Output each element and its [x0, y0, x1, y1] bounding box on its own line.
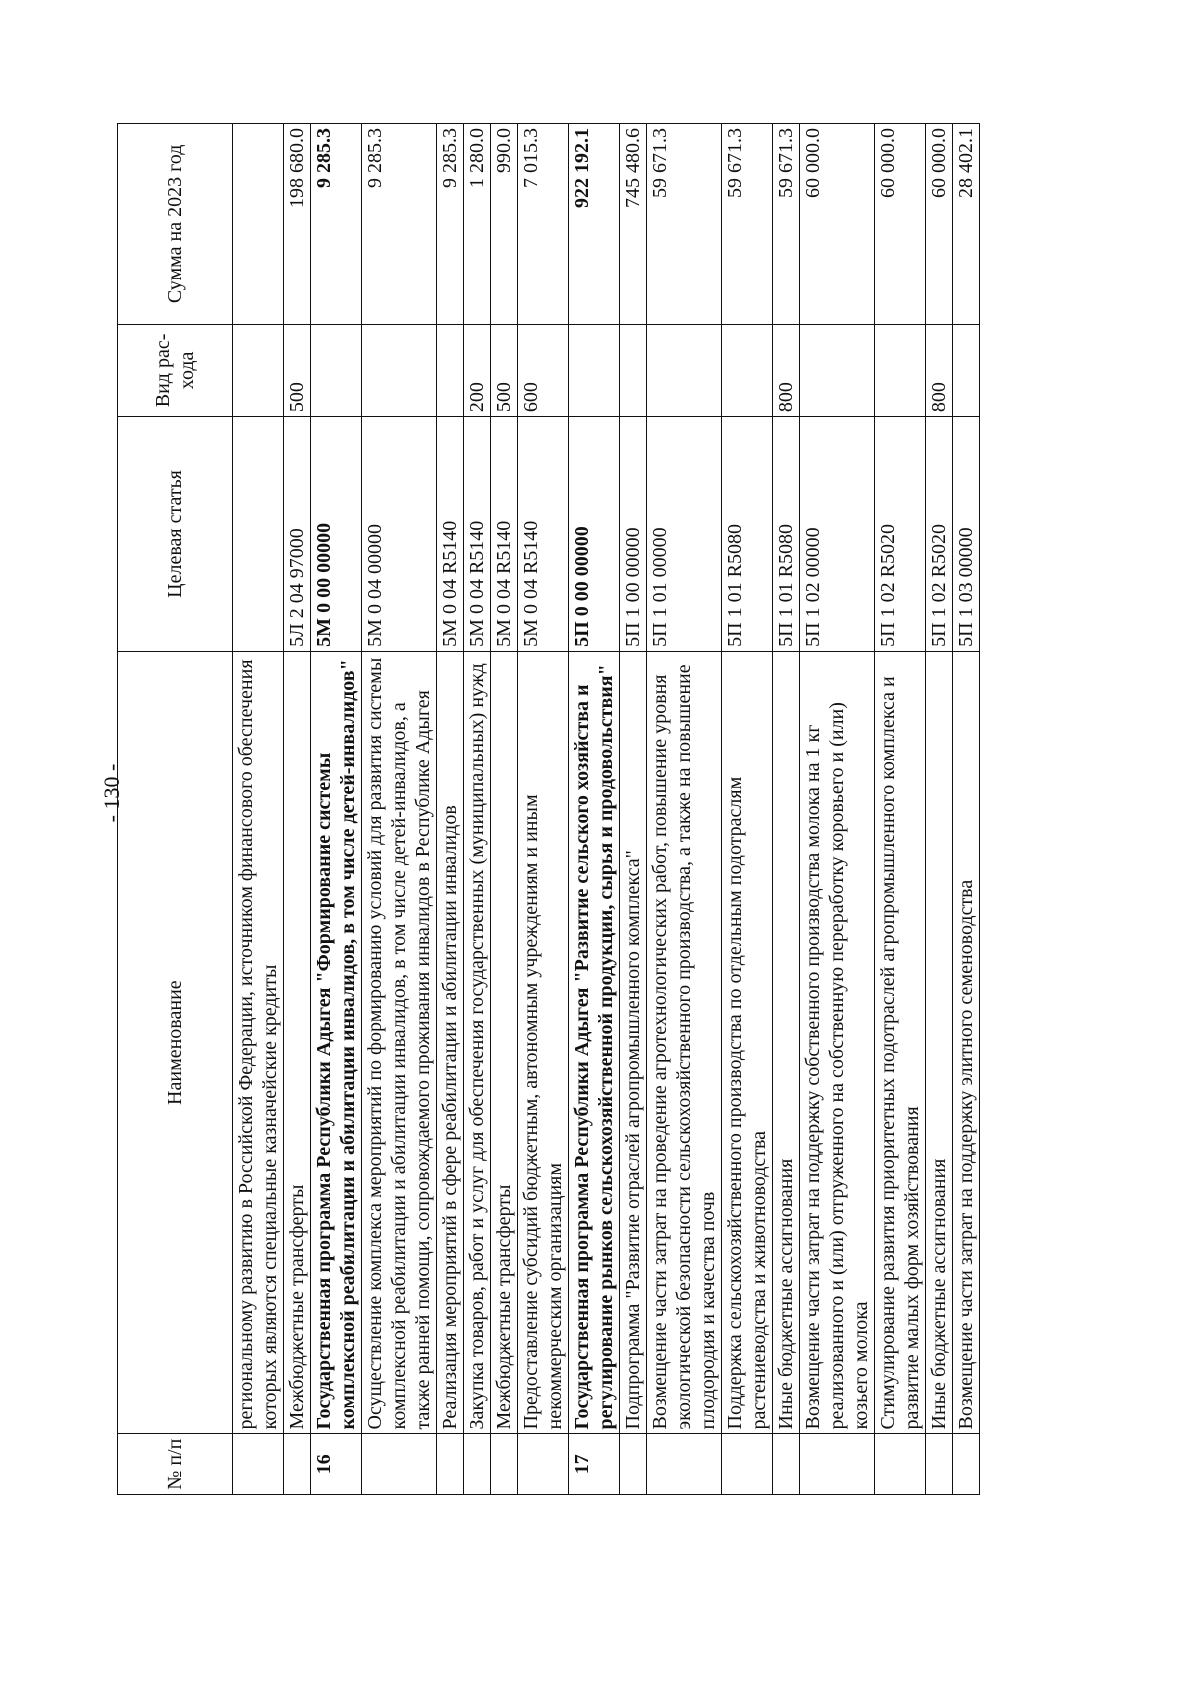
row-name: Государственная программа Республики Адыгея "Развитие сельского хозяйства и регулирование рынков сельскохозяйственной продукции, сырья и продовольствия": [569, 651, 620, 1434]
header-name: Наименование: [118, 651, 233, 1434]
row-vid: [362, 324, 437, 416]
header-sum: Сумма на 2023 год: [118, 124, 233, 325]
row-code: 5П 1 01 00000: [647, 417, 722, 652]
table-row: [437, 124, 464, 1495]
row-num: 17: [569, 1434, 620, 1495]
row-vid: [311, 324, 362, 416]
row-code: 5П 1 03 00000: [953, 417, 980, 652]
header-vid: Вид рас-хода: [118, 324, 233, 416]
row-name: Межбюджетные трансферты: [284, 651, 311, 1434]
table-row: [464, 124, 491, 1495]
row-code: 5М 0 04 R5140: [491, 417, 518, 652]
rotated-table-container: [117, 123, 1077, 1495]
row-vid: [569, 324, 620, 416]
row-name: Предоставление субсидий бюджетным, автономным учреждениям и иным некоммерческим организациям: [518, 651, 569, 1434]
row-vid: [647, 324, 722, 416]
row-name: Подпрограмма "Развитие отраслей агропромышленного комплекса": [620, 651, 647, 1434]
row-sum: 60 000.0: [800, 124, 875, 325]
row-vid: [233, 324, 284, 416]
row-sum: 28 402.1: [953, 124, 980, 325]
row-vid: 200: [464, 324, 491, 416]
table-body: [233, 124, 980, 1495]
row-name: Закупка товаров, работ и услуг для обеспечения государственных (муниципальных) нужд: [464, 651, 491, 1434]
row-name: Возмещение части затрат на поддержку элитного семеноводства: [953, 651, 980, 1434]
row-num: [491, 1434, 518, 1495]
table-header-row: [118, 124, 233, 1495]
row-code: [233, 417, 284, 652]
row-sum: 9 285.3: [437, 124, 464, 325]
row-vid: [437, 324, 464, 416]
row-sum: 7 015.3: [518, 124, 569, 325]
table-row: [773, 124, 800, 1495]
row-sum: 745 480.6: [620, 124, 647, 325]
budget-table: [117, 123, 980, 1495]
row-sum: 198 680.0: [284, 124, 311, 325]
row-vid: 600: [518, 324, 569, 416]
table-row: [311, 124, 362, 1495]
table-row: [569, 124, 620, 1495]
row-num: [464, 1434, 491, 1495]
row-vid: [875, 324, 926, 416]
table-row: [647, 124, 722, 1495]
table-row: [491, 124, 518, 1495]
row-sum: 9 285.3: [311, 124, 362, 325]
row-vid: 800: [926, 324, 953, 416]
row-num: [233, 1434, 284, 1495]
row-num: [620, 1434, 647, 1495]
row-num: [362, 1434, 437, 1495]
row-code: 5П 1 02 R5020: [875, 417, 926, 652]
row-sum: 59 671.3: [773, 124, 800, 325]
row-name: Стимулирование развития приоритетных подотраслей агропромышленного комплекса и развитие малых форм хозяйствования: [875, 651, 926, 1434]
row-code: 5М 0 04 00000: [362, 417, 437, 652]
row-code: 5М 0 04 R5140: [464, 417, 491, 652]
row-code: 5П 1 02 00000: [800, 417, 875, 652]
row-code: 5М 0 04 R5140: [518, 417, 569, 652]
row-name: Поддержка сельскохозяйственного производства по отдельным подотраслям растениеводства и животноводства: [722, 651, 773, 1434]
row-name: Реализация мероприятий в сфере реабилитации и абилитации инвалидов: [437, 651, 464, 1434]
row-name: Иные бюджетные ассигнования: [926, 651, 953, 1434]
table-row: [800, 124, 875, 1495]
row-code: 5П 0 00 00000: [569, 417, 620, 652]
row-num: [926, 1434, 953, 1495]
row-sum: 990.0: [491, 124, 518, 325]
row-sum: 59 671.3: [647, 124, 722, 325]
table-row: [926, 124, 953, 1495]
row-sum: 922 192.1: [569, 124, 620, 325]
row-sum: 1 280.0: [464, 124, 491, 325]
table-row: [233, 124, 284, 1495]
row-sum: 60 000.0: [875, 124, 926, 325]
page-number: - 130 -: [99, 763, 124, 823]
row-code: 5М 0 00 00000: [311, 417, 362, 652]
row-code: 5П 1 00 00000: [620, 417, 647, 652]
row-sum: 60 000.0: [926, 124, 953, 325]
row-num: [722, 1434, 773, 1495]
row-code: 5Л 2 04 97000: [284, 417, 311, 652]
row-num: 16: [311, 1434, 362, 1495]
row-name: региональному развитию в Российской Федерации, источником финансового обеспечения которых являются специальные казначейские кредиты: [233, 651, 284, 1434]
row-vid: 500: [491, 324, 518, 416]
row-name: Возмещение части затрат на проведение агротехнологических работ, повышение уровня экологической безопасности сельскохозяйственного производства, а также на повышение плодородия и качества почв: [647, 651, 722, 1434]
row-sum: [233, 124, 284, 325]
row-name: Иные бюджетные ассигнования: [773, 651, 800, 1434]
table-row: [722, 124, 773, 1495]
row-code: 5П 1 02 R5020: [926, 417, 953, 652]
row-num: [953, 1434, 980, 1495]
row-num: [773, 1434, 800, 1495]
row-num: [437, 1434, 464, 1495]
row-num: [800, 1434, 875, 1495]
table-row: [953, 124, 980, 1495]
row-num: [647, 1434, 722, 1495]
row-code: 5П 1 01 R5080: [773, 417, 800, 652]
row-num: [518, 1434, 569, 1495]
table-row: [875, 124, 926, 1495]
row-vid: [620, 324, 647, 416]
row-name: Межбюджетные трансферты: [491, 651, 518, 1434]
table-row: [284, 124, 311, 1495]
row-vid: [953, 324, 980, 416]
row-name: Осуществление комплекса мероприятий по формированию условий для развития системы комплексной реабилитации и абилитации инвалидов, в том числе детей-инвалидов, а также ранней помощи, сопровождаемого проживания инвалидов в Республике Адыгея: [362, 651, 437, 1434]
row-num: [284, 1434, 311, 1495]
row-sum: 9 285.3: [362, 124, 437, 325]
table-row: [518, 124, 569, 1495]
header-num: № п/п: [118, 1434, 233, 1495]
row-vid: 800: [773, 324, 800, 416]
row-code: 5П 1 01 R5080: [722, 417, 773, 652]
header-code: Целевая статья: [118, 417, 233, 652]
table-row: [362, 124, 437, 1495]
row-code: 5М 0 04 R5140: [437, 417, 464, 652]
row-vid: [800, 324, 875, 416]
row-vid: 500: [284, 324, 311, 416]
row-sum: 59 671.3: [722, 124, 773, 325]
row-name: Возмещение части затрат на поддержку собственного производства молока на 1 кг реализованного и (или) отгруженного на собственную переработку коровьего и (или) козьего молока: [800, 651, 875, 1434]
row-name: Государственная программа Республики Адыгея "Формирование системы комплексной реабилитации и абилитации инвалидов, в том числе детей-инвалидов": [311, 651, 362, 1434]
row-vid: [722, 324, 773, 416]
row-num: [875, 1434, 926, 1495]
table-row: [620, 124, 647, 1495]
